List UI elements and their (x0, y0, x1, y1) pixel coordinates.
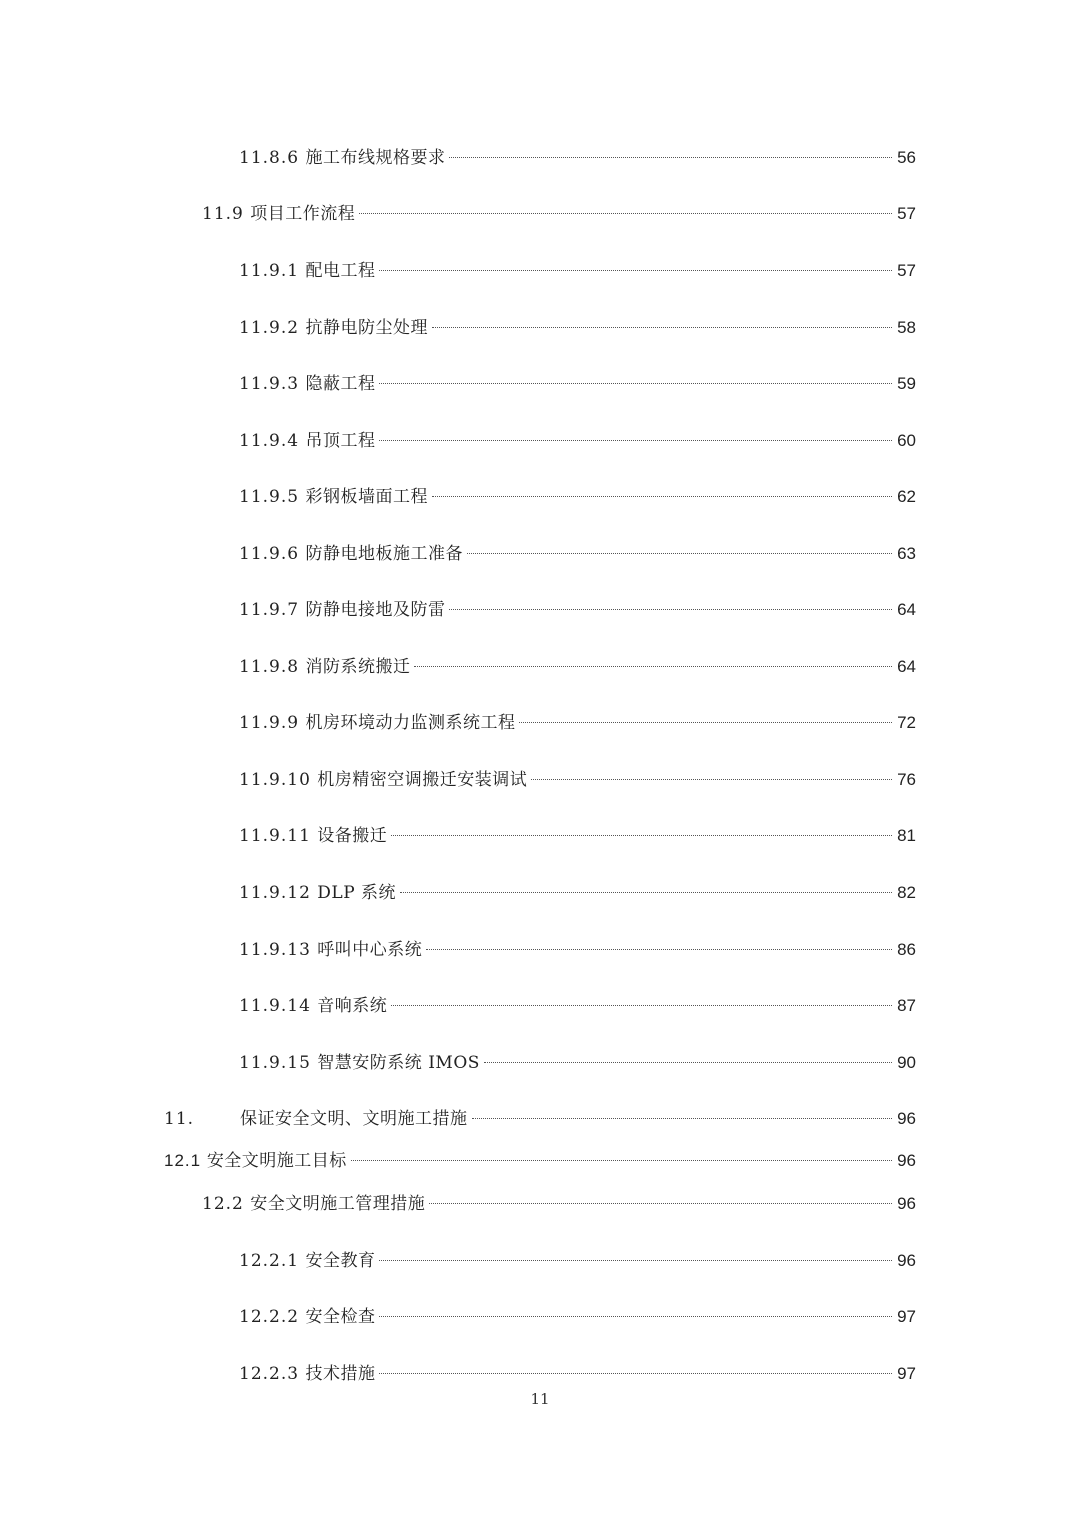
toc-entry-number: 12.1 (164, 1151, 207, 1170)
dot-leader (519, 722, 892, 723)
toc-entry[interactable] (239, 539, 916, 569)
toc-entry[interactable] (239, 256, 916, 286)
toc-entry-title: 消防系统搬迁 (305, 657, 411, 677)
toc-entry[interactable] (239, 935, 916, 965)
toc-entry[interactable] (239, 143, 916, 173)
dot-leader (432, 327, 892, 328)
toc-entry-number: 11.9.14 (239, 996, 318, 1016)
dot-leader (391, 835, 892, 836)
toc-entry-title: DLP 系统 (317, 883, 397, 903)
toc-entry-page: 63 (897, 544, 916, 563)
toc-entry-title: 隐蔽工程 (305, 374, 376, 394)
toc-entry[interactable] (239, 482, 916, 512)
toc-entry-number: 12.2.3 (239, 1364, 306, 1384)
dot-leader (379, 440, 892, 441)
toc-entry-number: 11.9.15 (239, 1053, 318, 1073)
toc-entry-title: 抗静电防尘处理 (305, 318, 428, 338)
toc-entry-number: 11.9.12 (239, 883, 318, 903)
toc-entry-page: 57 (897, 261, 916, 280)
dot-leader (429, 1203, 892, 1204)
toc-entry[interactable] (239, 369, 916, 399)
toc-entry-number: 11.9.6 (239, 544, 306, 564)
toc-entry-page: 81 (897, 826, 916, 845)
dot-leader (426, 949, 892, 950)
toc-entry[interactable] (164, 1104, 916, 1134)
toc-entry-page: 58 (897, 318, 916, 337)
dot-leader (351, 1160, 892, 1161)
dot-leader (391, 1005, 892, 1006)
toc-entry[interactable] (239, 878, 916, 908)
toc-entry-number: 12.2 (202, 1194, 251, 1214)
toc-entry[interactable] (202, 1189, 916, 1219)
toc-entry[interactable] (239, 426, 916, 456)
toc-entry-title: 技术措施 (305, 1364, 376, 1384)
toc-entry-title: 防静电地板施工准备 (305, 544, 463, 564)
toc-entry-number: 11.9 (202, 204, 251, 224)
toc-entry-page: 82 (897, 883, 916, 902)
toc-entry-title: 设备搬迁 (317, 826, 388, 846)
dot-leader (414, 666, 892, 667)
toc-entry-number: 11.8.6 (239, 148, 306, 168)
toc-entry-number: 12.2.2 (239, 1307, 306, 1327)
toc-entry[interactable] (239, 1048, 916, 1078)
toc-entry-title: 安全文明施工管理措施 (250, 1194, 426, 1214)
toc-entry-page: 96 (897, 1109, 916, 1128)
toc-entry-page: 62 (897, 487, 916, 506)
toc-entry-title: 安全教育 (305, 1251, 376, 1271)
dot-leader (359, 213, 892, 214)
toc-entry-page: 87 (897, 996, 916, 1015)
toc-entry-title: 防静电接地及防雷 (305, 600, 446, 620)
dot-leader (467, 553, 892, 554)
toc-entry[interactable] (202, 199, 916, 229)
toc-entry-page: 96 (897, 1251, 916, 1270)
toc-entry[interactable] (239, 1246, 916, 1276)
page-number: 11 (530, 1390, 550, 1408)
toc-entry-title: 施工布线规格要求 (305, 148, 446, 168)
toc-entry-number: 11.9.11 (239, 826, 318, 846)
dot-leader (484, 1062, 892, 1063)
toc-entry-title: 智慧安防系统 IMOS (317, 1053, 480, 1073)
toc-entry-page: 86 (897, 940, 916, 959)
dot-leader (379, 1260, 892, 1261)
toc-entry-number: 11.9.10 (239, 770, 318, 790)
toc-entry-page: 96 (897, 1194, 916, 1213)
toc-entry-title: 机房环境动力监测系统工程 (305, 713, 516, 733)
toc-entry[interactable] (239, 652, 916, 682)
toc-entry-page: 97 (897, 1364, 916, 1383)
toc-entry-title: 保证安全文明、文明施工措施 (240, 1109, 468, 1129)
toc-entry-number: 11.9.9 (239, 713, 306, 733)
toc-entry-number: 11.9.4 (239, 431, 306, 451)
toc-entry-title: 音响系统 (317, 996, 388, 1016)
toc-entry[interactable] (239, 765, 916, 795)
dot-leader (400, 892, 892, 893)
toc-entry-title: 安全检查 (305, 1307, 376, 1327)
dot-leader (449, 609, 892, 610)
toc-entry-title: 项目工作流程 (250, 204, 356, 224)
toc-entry[interactable] (239, 1302, 916, 1332)
toc-entry-page: 57 (897, 204, 916, 223)
toc-entry[interactable] (239, 313, 916, 343)
toc-entry-page: 76 (897, 770, 916, 789)
dot-leader (449, 157, 892, 158)
toc-entry-page: 56 (897, 148, 916, 167)
toc-entry-title: 安全文明施工目标 (206, 1151, 347, 1171)
toc-entry-page: 64 (897, 657, 916, 676)
dot-leader (379, 1316, 892, 1317)
toc-entry[interactable] (239, 595, 916, 625)
toc-entry[interactable] (164, 1146, 916, 1176)
toc-entry-number: 11.9.2 (239, 318, 306, 338)
toc-entry-number: 11.9.8 (239, 657, 306, 677)
dot-leader (379, 383, 892, 384)
dot-leader (432, 496, 892, 497)
toc-entry[interactable] (239, 821, 916, 851)
toc-entry[interactable] (239, 991, 916, 1021)
toc-entry-number: 11.9.3 (239, 374, 306, 394)
toc-entry-title: 彩钢板墙面工程 (305, 487, 428, 507)
toc-entry-page: 59 (897, 374, 916, 393)
dot-leader (379, 1373, 892, 1374)
toc-entry-title: 吊顶工程 (305, 431, 376, 451)
toc-entry-number: 11.9.7 (239, 600, 306, 620)
toc-entry-page: 72 (897, 713, 916, 732)
toc-entry-number: 11.9.1 (239, 261, 306, 281)
toc-entry-title: 呼叫中心系统 (317, 940, 423, 960)
dot-leader (531, 779, 892, 780)
toc-entry-page: 60 (897, 431, 916, 450)
toc-entry-number: 12.2.1 (239, 1251, 306, 1271)
toc-entry[interactable] (239, 1359, 916, 1389)
toc-entry-page: 90 (897, 1053, 916, 1072)
toc-entry-number: 11.9.13 (239, 940, 318, 960)
dot-leader (472, 1118, 893, 1119)
toc-entry[interactable] (239, 708, 916, 738)
toc-entry-title: 配电工程 (305, 261, 376, 281)
toc-entry-number: 11. (164, 1109, 195, 1129)
dot-leader (379, 270, 892, 271)
toc-entry-page: 97 (897, 1307, 916, 1326)
toc-entry-title: 机房精密空调搬迁安装调试 (317, 770, 528, 790)
toc-entry-number: 11.9.5 (239, 487, 306, 507)
toc-entry-page: 96 (897, 1151, 916, 1170)
toc-entry-page: 64 (897, 600, 916, 619)
